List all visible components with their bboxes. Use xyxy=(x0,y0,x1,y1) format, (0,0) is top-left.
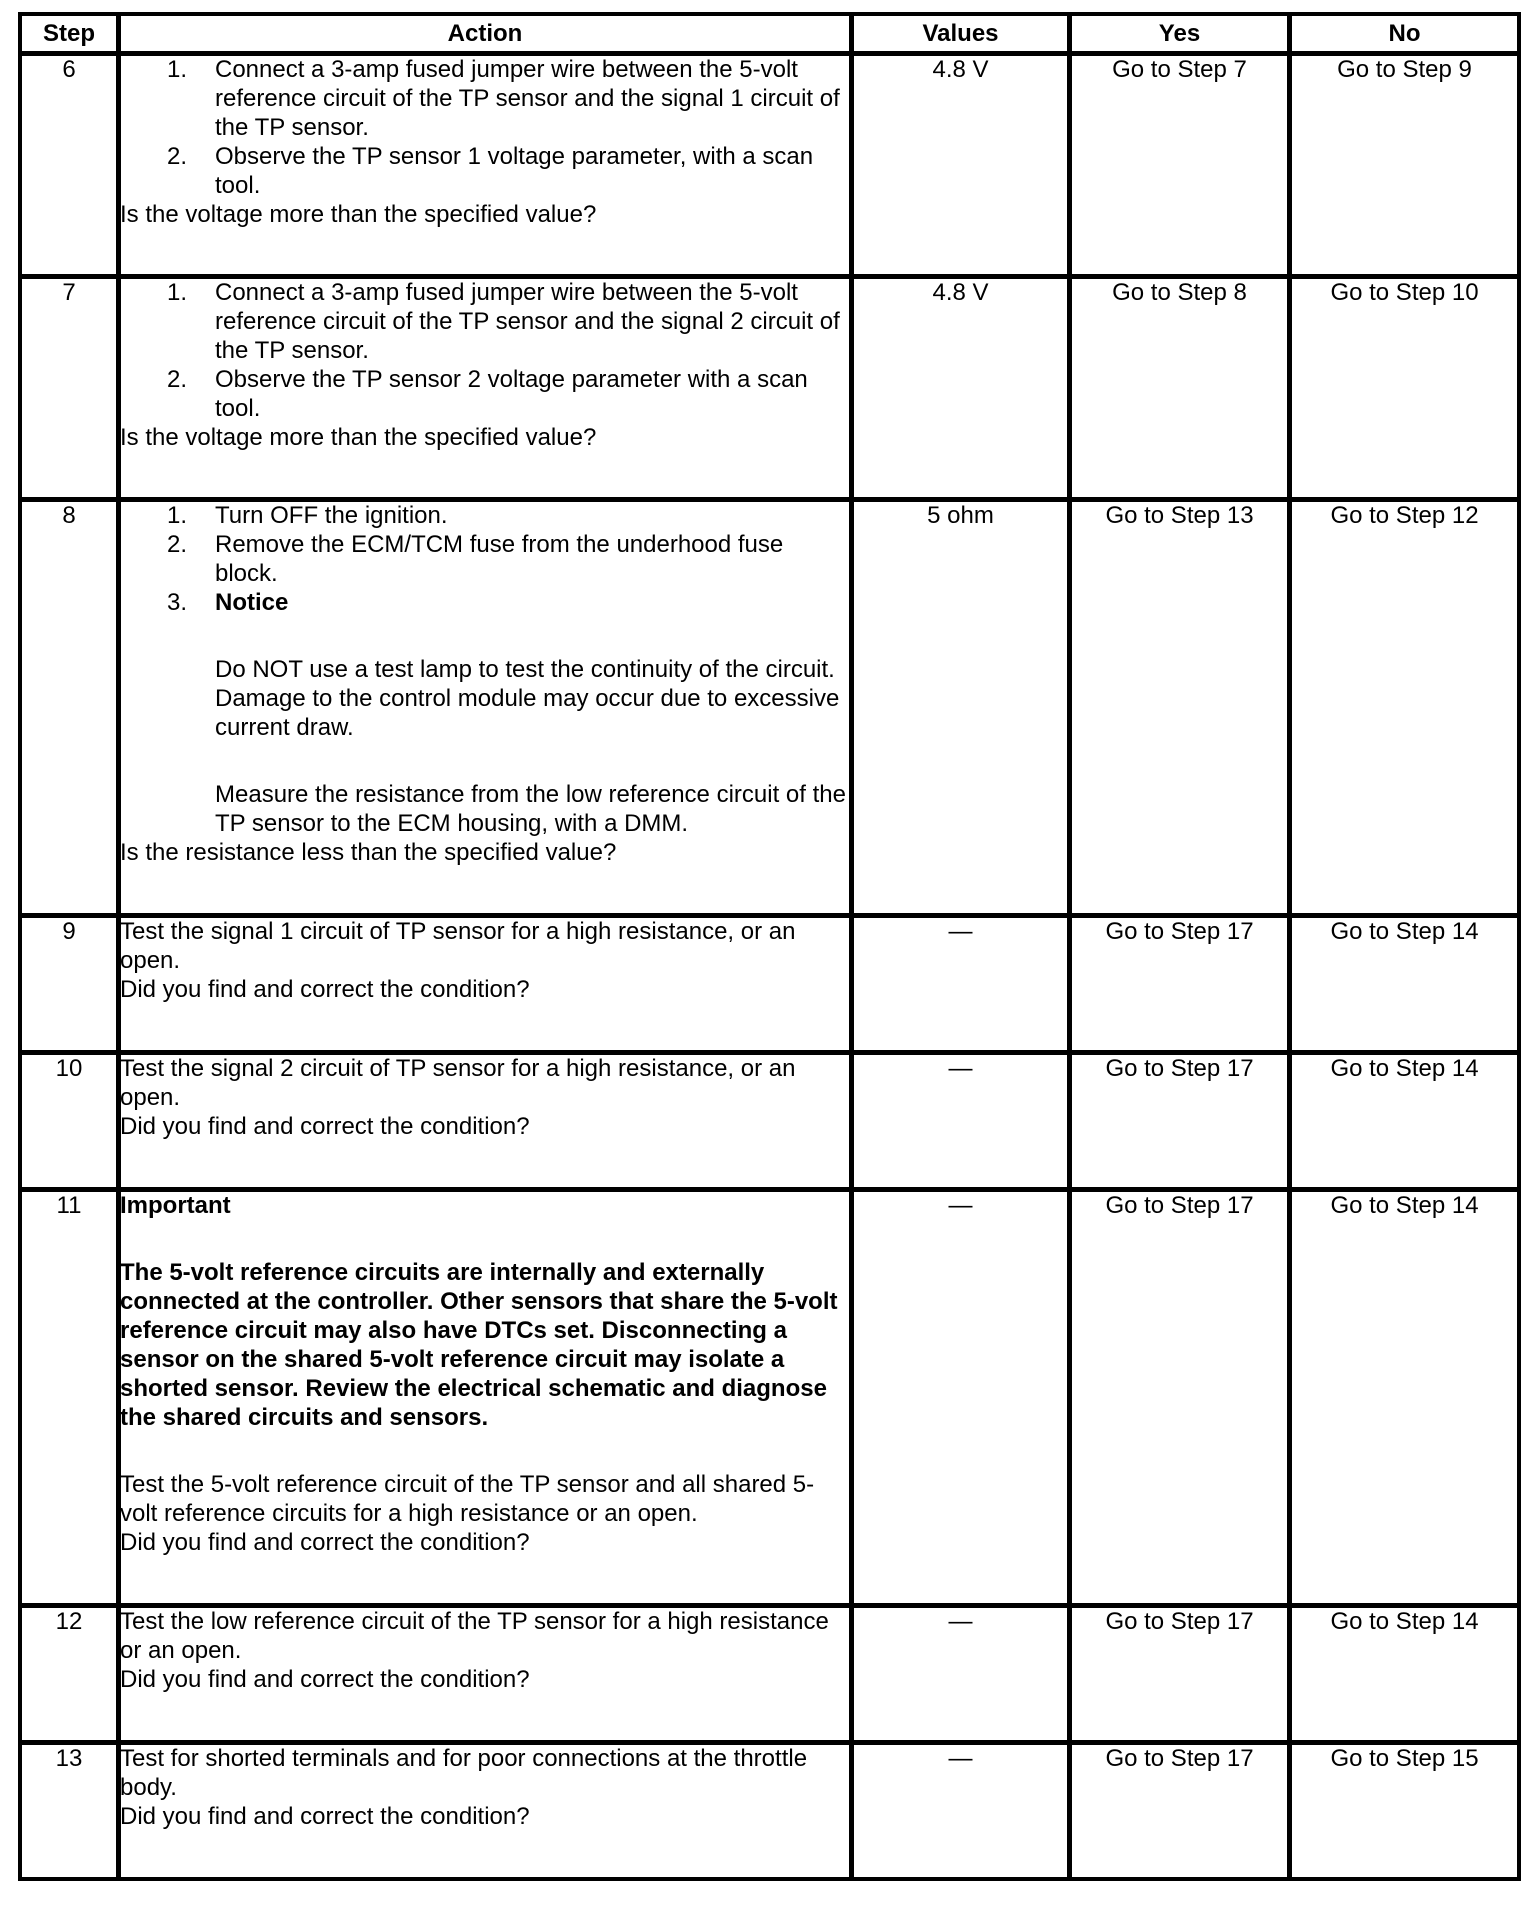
important-text: The 5-volt reference circuits are internally and externally connected at the controller. Other sensors that share the 5-volt reference circuit may also have DTCs set. Disconnecting a sensor on the shared 5-volt reference circuit may isolate a shorted sensor. Review the electrical schematic and diagnose the shared circuits and sensors. xyxy=(120,1259,838,1431)
action-question: Did you find and correct the condition? xyxy=(120,976,530,1003)
no-cell xyxy=(1291,1607,1521,1744)
step-number: 12 xyxy=(21,1607,120,1744)
table-row xyxy=(21,1054,1521,1191)
yes-cell xyxy=(1071,1744,1291,1881)
yes-link: Go to Step 7 xyxy=(1112,56,1247,83)
action-cell xyxy=(120,501,853,917)
value-cell: — xyxy=(853,1607,1071,1744)
action-text: Test the signal 1 circuit of TP sensor for a high resistance, or an open. xyxy=(120,918,796,974)
step-number: 11 xyxy=(21,1191,120,1607)
no-cell xyxy=(1291,501,1521,917)
yes-cell xyxy=(1071,1054,1291,1191)
yes-cell xyxy=(1071,1191,1291,1607)
list-item: 2. Observe the TP sensor 2 voltage parameter with a scan tool. xyxy=(166,366,808,422)
no-link: Go to Step 9 xyxy=(1337,56,1472,83)
notice-text: Do NOT use a test lamp to test the continuity of the circuit. Damage to the control module may occur due to excessive current draw. xyxy=(215,656,840,741)
yes-link: Go to Step 17 xyxy=(1105,1608,1254,1635)
action-question: Did you find and correct the condition? xyxy=(120,1113,530,1140)
value-cell: — xyxy=(853,917,1071,1054)
action-cell xyxy=(120,278,853,501)
no-cell xyxy=(1291,1191,1521,1607)
value-cell: 4.8 V xyxy=(853,55,1071,278)
action-text: Test the low reference circuit of the TP sensor for a high resistance or an open. xyxy=(120,1608,829,1664)
step-number: 9 xyxy=(21,917,120,1054)
step-number: 6 xyxy=(21,55,120,278)
measure-text: Measure the resistance from the low reference circuit of the TP sensor to the ECM housing, with a DMM. xyxy=(215,781,846,837)
no-link: Go to Step 14 xyxy=(1330,918,1479,945)
yes-link: Go to Step 17 xyxy=(1105,1192,1254,1219)
value-cell: 4.8 V xyxy=(853,278,1071,501)
value-cell: 5 ohm xyxy=(853,501,1071,917)
step-number: 10 xyxy=(21,1054,120,1191)
list-item: 2. Observe the TP sensor 1 voltage parameter, with a scan tool. xyxy=(166,143,814,199)
action-cell xyxy=(120,1191,853,1607)
action-cell xyxy=(120,1607,853,1744)
diagnostic-table xyxy=(18,12,1521,1881)
table-row xyxy=(21,917,1521,1054)
no-link: Go to Step 14 xyxy=(1330,1608,1479,1635)
table-row xyxy=(21,1744,1521,1881)
action-cell xyxy=(120,917,853,1054)
table-row xyxy=(21,501,1521,917)
header-yes: Yes xyxy=(1071,15,1291,55)
yes-link: Go to Step 17 xyxy=(1105,1745,1254,1772)
no-link: Go to Step 14 xyxy=(1330,1192,1479,1219)
table-row xyxy=(21,55,1521,278)
list-item: 1. Connect a 3-amp fused jumper wire between the 5-volt reference circuit of the TP sensor and the signal 1 circuit of the TP sensor. xyxy=(166,56,840,141)
header-step: Step xyxy=(21,15,120,55)
header-values: Values xyxy=(853,15,1071,55)
header-no: No xyxy=(1291,15,1521,55)
action-cell xyxy=(120,55,853,278)
step-number: 13 xyxy=(21,1744,120,1881)
action-cell xyxy=(120,1054,853,1191)
list-item: 2. Remove the ECM/TCM fuse from the underhood fuse block. xyxy=(166,531,784,587)
yes-cell xyxy=(1071,501,1291,917)
list-item: 3. Notice xyxy=(166,589,289,616)
yes-cell xyxy=(1071,917,1291,1054)
no-link: Go to Step 15 xyxy=(1330,1745,1479,1772)
action-question: Is the voltage more than the specified value? xyxy=(120,201,597,228)
no-cell xyxy=(1291,1054,1521,1191)
table-row xyxy=(21,1191,1521,1607)
header-row xyxy=(21,15,1521,55)
yes-link: Go to Step 17 xyxy=(1105,1055,1254,1082)
action-text: Test for shorted terminals and for poor connections at the throttle body. xyxy=(120,1745,808,1801)
step-number: 7 xyxy=(21,278,120,501)
no-cell xyxy=(1291,917,1521,1054)
list-item: 1. Turn OFF the ignition. xyxy=(166,502,448,529)
yes-cell xyxy=(1071,1607,1291,1744)
yes-link: Go to Step 8 xyxy=(1112,279,1247,306)
yes-cell xyxy=(1071,55,1291,278)
value-cell: — xyxy=(853,1744,1071,1881)
no-link: Go to Step 14 xyxy=(1330,1055,1479,1082)
yes-link: Go to Step 13 xyxy=(1105,502,1254,529)
no-cell xyxy=(1291,278,1521,501)
step-number: 8 xyxy=(21,501,120,917)
table-row xyxy=(21,278,1521,501)
no-link: Go to Step 12 xyxy=(1330,502,1479,529)
value-cell: — xyxy=(853,1054,1071,1191)
yes-cell xyxy=(1071,278,1291,501)
no-link: Go to Step 10 xyxy=(1330,279,1479,306)
header-action: Action xyxy=(120,15,853,55)
action-question: Did you find and correct the condition? xyxy=(120,1529,530,1556)
action-text: Test the signal 2 circuit of TP sensor for a high resistance, or an open. xyxy=(120,1055,796,1111)
action-question: Is the voltage more than the specified value? xyxy=(120,424,597,451)
value-cell: — xyxy=(853,1191,1071,1607)
no-cell xyxy=(1291,55,1521,278)
list-item: 1. Connect a 3-amp fused jumper wire between the 5-volt reference circuit of the TP sensor and the signal 2 circuit of the TP sensor. xyxy=(166,279,840,364)
action-question: Did you find and correct the condition? xyxy=(120,1803,530,1830)
action-question: Did you find and correct the condition? xyxy=(120,1666,530,1693)
yes-link: Go to Step 17 xyxy=(1105,918,1254,945)
action-question: Is the resistance less than the specified value? xyxy=(120,839,617,866)
action-cell xyxy=(120,1744,853,1881)
table-row xyxy=(21,1607,1521,1744)
no-cell xyxy=(1291,1744,1521,1881)
important-label: Important xyxy=(120,1192,231,1219)
action-text: Test the 5-volt reference circuit of the TP sensor and all shared 5-volt reference circuits for a high resistance or an open. xyxy=(120,1471,815,1527)
